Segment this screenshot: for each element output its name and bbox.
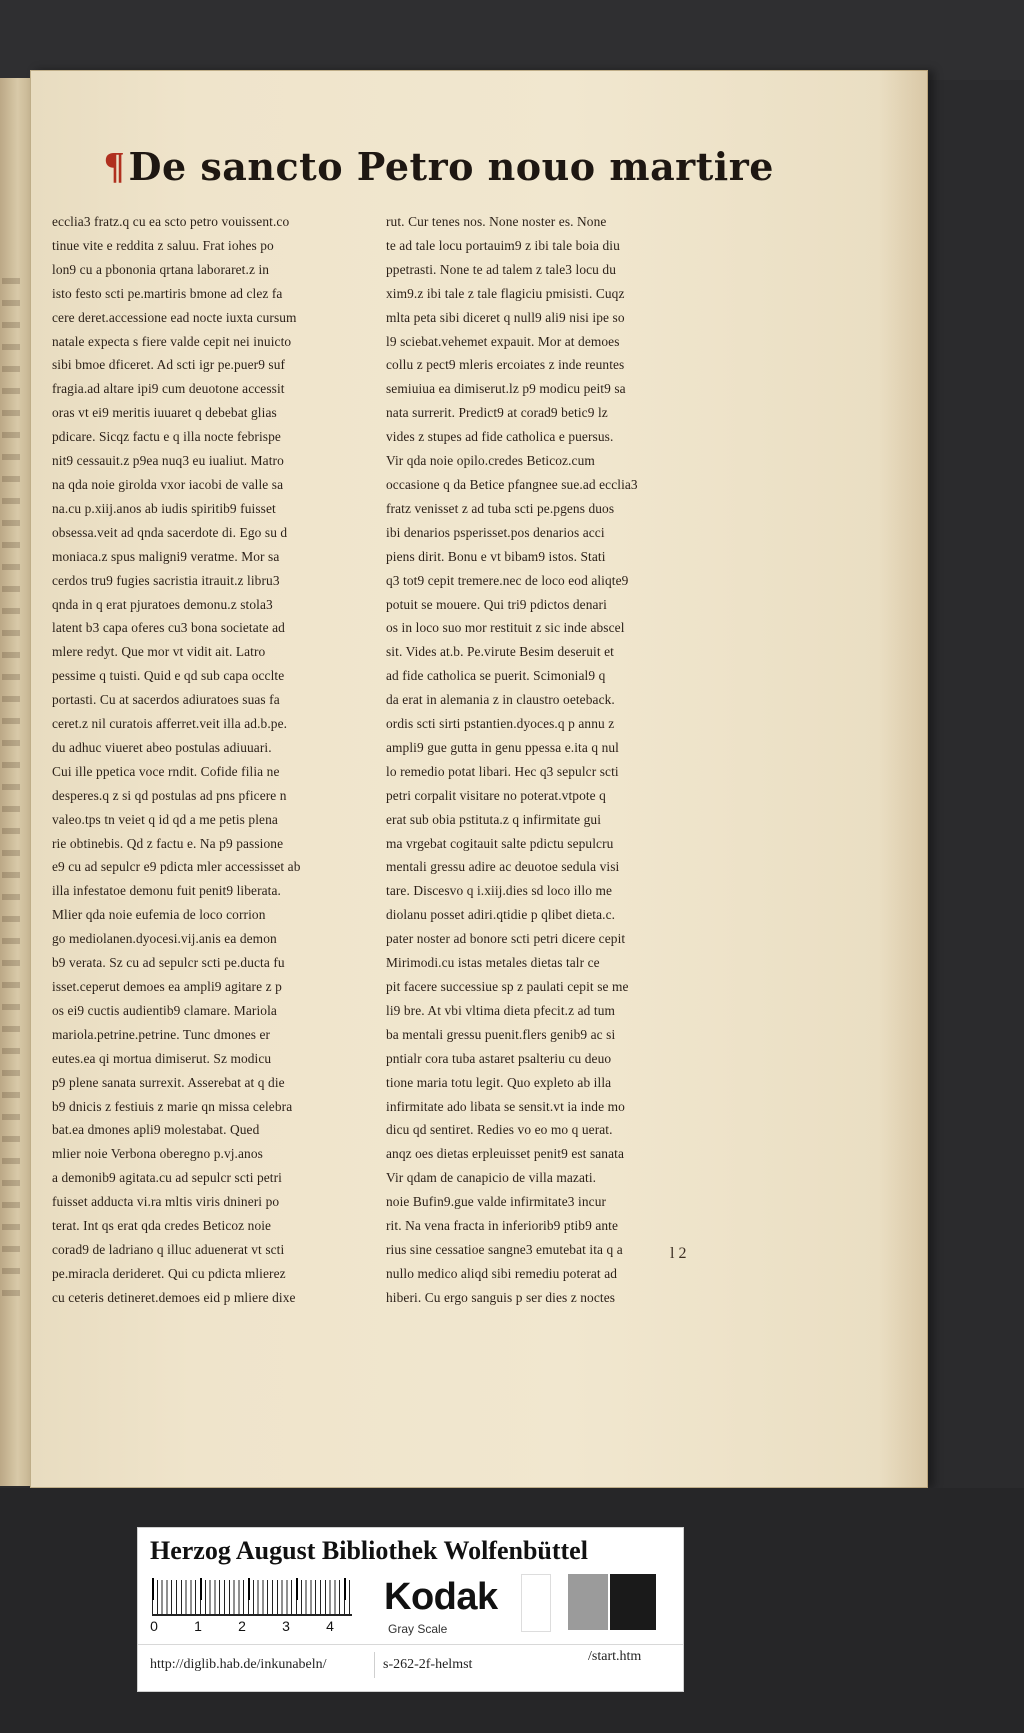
quire-signature: l 2 — [670, 1245, 687, 1262]
text-line: e9 cu ad sepulcr e9 pdicta mler accessisset ab — [52, 859, 301, 875]
folio-page — [30, 70, 928, 1488]
ruler-number: 3 — [282, 1618, 290, 1634]
text-line: lon9 cu a pbononia qrtana laboraret.z in — [52, 261, 270, 277]
text-line: ordis scti sirti pstantien.dyoces.q p annu z — [386, 716, 615, 732]
text-line: moniaca.z spus maligni9 veratme. Mor sa — [52, 548, 280, 564]
text-line: mlere redyt. Que mor vt vidit ait. Latro — [52, 644, 266, 660]
text-line: l9 sciebat.vehemet expauit. Mor at demoes — [386, 333, 620, 349]
text-line: ba mentali gressu puenit.flers genib9 ac si — [386, 1026, 616, 1042]
running-head-title: De sancto Petro nouo martire — [128, 143, 774, 189]
text-line: b9 dnicis z festiuis z marie qn missa celebra — [52, 1098, 293, 1114]
text-line: nit9 cessauit.z p9ea nuq3 eu iualiut. Matro — [52, 453, 284, 469]
text-line: corad9 de ladriano q illuc aduenerat vt scti — [52, 1241, 285, 1257]
text-line: sibi bmoe dficeret. Ad scti igr pe.puer9 suf — [52, 357, 286, 373]
text-line: rut. Cur tenes nos. None noster es. None — [386, 214, 607, 229]
text-line: diolanu posset adiri.qtidie p qlibet dieta.c. — [386, 907, 616, 923]
text-line: collu z pect9 mleris ercoiates z inde reuntes — [386, 357, 625, 373]
text-line: ibi denarios psperisset.pos denarios acci — [386, 524, 605, 540]
text-line: Mlier qda noie eufemia de loco corrion — [52, 907, 266, 923]
ruler-number: 0 — [150, 1618, 158, 1634]
library-color-target-card — [137, 1527, 684, 1692]
text-line: piens dirit. Bonu e vt bibam9 istos. Stati — [386, 548, 606, 564]
text-line: na qda noie girolda vxor iacobi de valle sa — [52, 476, 284, 492]
text-line: terat. Int qs erat qda credes Beticoz noie — [52, 1218, 272, 1234]
text-line: lo remedio potat libari. Hec q3 sepulcr scti — [386, 763, 619, 779]
text-line: li9 bre. At vbi vltima dieta pfecit.z ad tum — [386, 1002, 616, 1018]
url-part-base: http://diglib.hab.de/inkunabeln/ — [150, 1657, 327, 1672]
gray-swatch-black — [610, 1574, 656, 1630]
text-line: mariola.petrine.petrine. Tunc dmones er — [52, 1026, 271, 1042]
text-line: ecclia3 fratz.q cu ea scto petro vouissent.co — [52, 214, 290, 229]
text-line: ceret.z nil curatois afferret.veit illa ad.b.pe. — [52, 716, 288, 732]
text-line: mlier noie Verbona oberegno p.vj.anos — [52, 1146, 263, 1162]
text-line: nata surrerit. Predict9 at corad9 betic9 lz — [386, 405, 608, 421]
running-head — [104, 136, 774, 196]
url-part-shelfmark: s-262-2f-helmst — [374, 1652, 533, 1678]
ruler-number: 1 — [194, 1618, 202, 1634]
text-line: tinue vite e reddita z saluu. Frat iohes po — [52, 237, 274, 253]
gray-swatch-mid — [568, 1574, 608, 1630]
kodak-logo: Kodak — [384, 1576, 498, 1618]
text-line: Mirimodi.cu istas metales dietas talr ce — [386, 955, 600, 971]
text-column-right — [386, 210, 706, 1330]
text-line: tare. Discesvo q i.xiij.dies sd loco illo me — [386, 883, 613, 899]
text-line: os in loco suo mor restituit z sic inde abscel — [386, 620, 625, 636]
text-line: isto festo scti pe.martiris bmone ad clez fa — [52, 285, 283, 301]
text-line: fuisset adducta vi.ra mltis viris dnineri po — [52, 1194, 280, 1210]
text-line: Cui ille ppetica voce rndit. Cofide filia ne — [52, 763, 280, 779]
facing-page-text-traces — [2, 278, 20, 1308]
ruler-number: 4 — [326, 1618, 334, 1634]
text-line: rit. Na vena fracta in inferiorib9 ptib9 ante — [386, 1218, 619, 1234]
text-line: du adhuc viueret abeo postulas adiuuari. — [52, 739, 272, 755]
text-line: isset.ceperut demoes ea ampli9 agitare z p — [52, 979, 282, 994]
url-part-start: /start.htm — [588, 1649, 642, 1664]
text-line: ma vrgebat cogitauit salte pdictu sepulcru — [386, 835, 614, 851]
text-line: pessime q tuisti. Quid e qd sub capa occlte — [52, 668, 285, 684]
text-line: noie Bufin9.gue valde infirmitate3 incur — [386, 1194, 607, 1210]
text-line: pater noster ad bonore scti petri dicere cepit — [386, 931, 626, 947]
text-line: os ei9 cuctis audientib9 clamare. Mariola — [52, 1002, 277, 1018]
text-line: go mediolanen.dyocesi.vij.anis ea demon — [52, 931, 277, 947]
text-column-left — [52, 210, 372, 1330]
text-line: anqz oes dietas erpleuisset penit9 est sanata — [386, 1146, 625, 1162]
text-line: da erat in alemania z in claustro oeteback. — [386, 692, 615, 708]
text-line: semiuiua ea dimiserut.lz p9 modicu peit9 sa — [386, 381, 626, 397]
text-line: desperes.q z si qd postulas ad pns pficere n — [52, 787, 287, 803]
text-line: ppetrasti. None te ad talem z tale3 locu du — [386, 261, 616, 277]
text-line: mlta peta sibi diceret q null9 ali9 nisi ipe so — [386, 309, 625, 325]
library-name: Herzog August Bibliothek Wolfenbüttel — [150, 1536, 588, 1565]
text-line: dicu qd sentiret. Redies vo eo mo q uerat. — [386, 1122, 613, 1138]
text-line: erat sub obia pstituta.z q infirmitate gui — [386, 811, 602, 827]
text-line: eutes.ea qi mortua dimiserut. Sz modicu — [52, 1050, 272, 1066]
ruler-number: 2 — [238, 1618, 246, 1634]
text-line: Vir qda noie opilo.credes Beticoz.cum — [386, 453, 595, 469]
text-line: q3 tot9 cepit tremere.nec de loco eod aliqte9 — [386, 572, 629, 588]
text-line: qnda in q erat pjuratoes demonu.z stola3 — [52, 596, 273, 612]
text-line: hiberi. Cu ergo sanguis p ser dies z noctes — [386, 1289, 616, 1305]
text-line: natale expecta s fiere valde cepit nei inuicto — [52, 333, 292, 349]
text-line: ampli9 gue gutta in genu ppessa e.ita q nul — [386, 739, 620, 755]
text-line: mentali gressu adire ac deuotoe sedula visi — [386, 859, 620, 875]
text-line: cu ceteris detineret.demoes eid p mliere dixe — [52, 1289, 296, 1305]
text-line: pe.miracla derideret. Qui cu pdicta mlierez — [52, 1265, 286, 1281]
gray-scale-label: Gray Scale — [388, 1622, 448, 1636]
ruler-numbers — [146, 1618, 366, 1638]
text-line: p9 plene sanata surrexit. Asserebat at q die — [52, 1074, 285, 1090]
text-line: rie obtinebis. Qd z factu e. Na p9 passione — [52, 835, 284, 851]
text-line: valeo.tps tn veiet q id qd a me petis plena — [52, 811, 278, 827]
text-line: b9 verata. Sz cu ad sepulcr scti pe.ducta fu — [52, 955, 285, 971]
text-line: infirmitate ado libata se sensit.vt ia inde mo — [386, 1098, 625, 1114]
text-line: rius sine cessatioe sangne3 emutebat ita q a — [386, 1241, 623, 1257]
text-line: fragia.ad altare ipi9 cum deuotone accessit — [52, 381, 285, 397]
text-line: te ad tale locu portauim9 z ibi tale boia diu — [386, 237, 620, 253]
text-line: oras vt ei9 meritis iuuaret q debebat glias — [52, 405, 277, 421]
text-line: na.cu p.xiij.anos ab iudis spiritib9 fuisset — [52, 500, 276, 516]
text-line: pntialr cora tuba astaret psalteriu cu deuo — [386, 1050, 612, 1066]
text-line: sit. Vides at.b. Pe.virute Besim deseruit et — [386, 644, 614, 660]
text-line: cerdos tru9 fugies sacristia itrauit.z libru3 — [52, 572, 280, 588]
text-line: vides z stupes ad fide catholica e puersus. — [386, 429, 614, 445]
text-line: tione maria totu legit. Quo expleto ab illa — [386, 1074, 612, 1090]
facing-page-edge — [0, 78, 32, 1486]
text-line: pdicare. Sicqz factu e q illa nocte febrispe — [52, 429, 281, 445]
text-line: petri corpalit visitare no poterat.vtpote q — [386, 787, 606, 803]
text-line: fratz venisset z ad tuba scti pe.pgens duos — [386, 500, 615, 516]
text-line: potuit se mouere. Qui tri9 pdictos denari — [386, 596, 607, 612]
text-line: illa infestatoe demonu fuit penit9 liberata. — [52, 883, 281, 899]
rubricated-pilcrow-icon: ¶ — [104, 145, 125, 187]
text-line: Vir qdam de canapicio de villa mazati. — [386, 1170, 597, 1186]
text-line: cere deret.accessione ead nocte iuxta cursum — [52, 309, 297, 325]
text-line: ad fide catholica se puerit. Scimonial9 q — [386, 668, 606, 684]
text-line: nullo medico aliqd sibi remediu poterat ad — [386, 1265, 618, 1281]
text-line: pit facere successiue sp z paulati cepit se me — [386, 979, 629, 994]
text-line: a demonib9 agitata.cu ad sepulcr scti petri — [52, 1170, 282, 1186]
page-edge-shading — [878, 70, 928, 1488]
text-line: xim9.z ibi tale z tale flagiciu pmisisti. Cuqz — [386, 285, 625, 301]
scan-background-top — [0, 0, 1024, 80]
ruler-major-ticks — [152, 1578, 352, 1600]
text-line: bat.ea dmones apli9 molestabat. Qued — [52, 1122, 260, 1138]
gray-swatch-white — [521, 1574, 551, 1632]
text-line: occasione q da Betice pfangnee sue.ad ecclia3 — [386, 476, 638, 492]
text-line: latent b3 capa oferes cu3 bona societate ad — [52, 620, 285, 636]
text-line: portasti. Cu at sacerdos adiuratoes suas fa — [52, 692, 280, 708]
text-line: obsessa.veit ad qnda sacerdote di. Ego su d — [52, 524, 288, 540]
